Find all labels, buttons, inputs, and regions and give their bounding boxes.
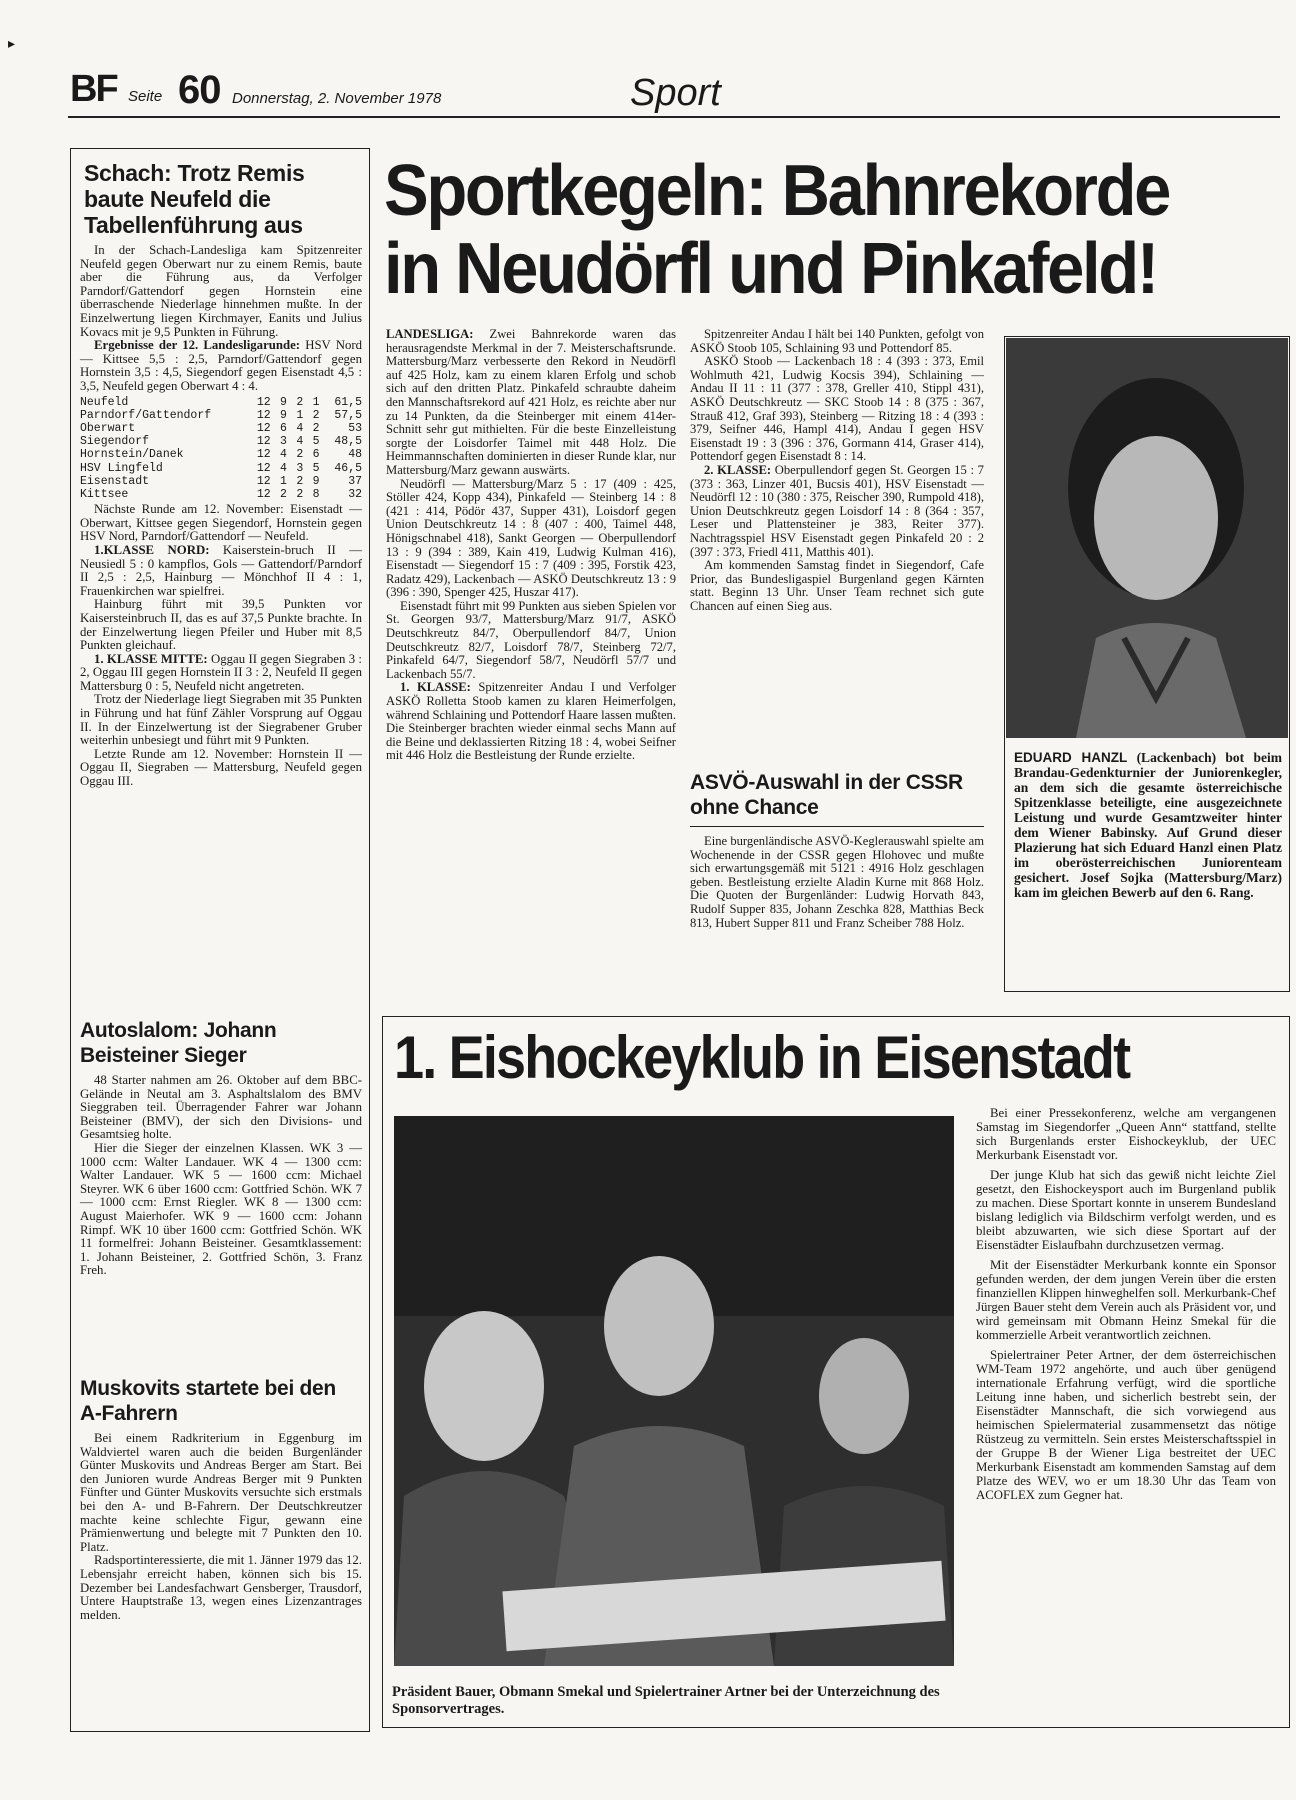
masthead (70, 68, 1280, 114)
team-name-cell: Neufeld (80, 395, 129, 409)
stat-cell: 2 (312, 421, 320, 435)
cycling-headline: Muskovits startete bei den A-Fahrern (80, 1377, 336, 1425)
stat-cell: 6 (312, 448, 320, 462)
table-row (80, 462, 362, 475)
kegeln-column-2 (690, 328, 984, 613)
margin-mark-icon: ▸ (8, 37, 16, 52)
kegeln-paragraph (386, 328, 676, 478)
cycling-article (80, 1376, 362, 1622)
stat-cell: 4 (280, 448, 287, 462)
masthead-rule (68, 116, 1280, 118)
stat-cell: 2 (296, 474, 304, 488)
kegeln-headline (384, 152, 1280, 308)
slalom-headline: Autoslalom: Johann Beisteiner Sieger (80, 1019, 277, 1067)
stat-cell: 32 (348, 487, 362, 501)
masthead-logo: BF (70, 68, 117, 110)
table-row (80, 409, 362, 422)
portrait-caption-text: (Lackenbach) bot beim Brandau-Gedenkturnier der Juniorenkegler, an dem sich die gesamte österreichische Spitzenklasse beteiligte, eine ausgezeichnete Leistung und wurde Gesamtzweiter hinter dem Wiener Babinsky. Auf Grund dieser Plazierung hat sich Eduard Hanzl einen Platz im oberösterreichischen Juniorenteam gesichert. Josef Sojka (Mattersburg/Marz) kam im gleichen Bewerb auf den 6. Rang. (1014, 750, 1282, 900)
stat-cell: 12 (256, 421, 271, 435)
kegeln-column-1 (386, 328, 676, 763)
portrait-caption-name: EDUARD HANZL (1014, 750, 1128, 765)
team-name-cell: Kittsee (80, 487, 129, 501)
cycling-paragraph: Radsportinteressierte, die mit 1. Jänner 1979 das 12. Lebensjahr erreicht haben, können sich bis 15. Dezember bei Landesfachwart Gensberger, Trausdorf, Untere Hauptstraße 13, wegen eines Lizenzantrages melden. (80, 1553, 362, 1622)
stat-cell: 12 (256, 435, 271, 449)
asvo-paragraph: Eine burgenländische ASVÖ-Keglerauswahl spielte am Wochenende in der CSSR gegen Hlohovec und mußte sich erwartungsgemäß mit 5121 : 4916 Holz geschlagen geben. Bestleistung erzielte Aladin Kurne mit 868 Holz. Die Quoten der Burgenländer: Ludwig Horvath 843, Rudolf Supper 835, Johann Zeschka 828, Matthias Beck 813, Hubert Supper 811 und Franz Scheiber 788 Holz. (690, 834, 984, 930)
stat-cell: 4 (280, 461, 287, 475)
stat-cell: 57,5 (334, 408, 362, 422)
eishockey-paragraph: Bei einer Pressekonferenz, welche am vergangenen Samstag im Siegendorfer „Queen Ann“ stattfand, stellte sich Burgenlands erster Eishockeyklub, der UEC Merkurbank Eisenstadt vor. (976, 1106, 1276, 1162)
chess-paragraph: Hainburg führt mit 39,5 Punkten vor Kaisersteinbruch II, das es auf 37,5 Punkte brachte. In der Einzelwertung liegen Pfeiler und Huber mit 8,5 Punkten gleichauf. (80, 597, 362, 653)
stat-cell: 2 (296, 448, 304, 462)
team-name-cell: Eisenstadt (80, 474, 150, 488)
kegeln-section-text: Oberpullendorf gegen St. Georgen 15 : 7 (373 : 363, Linzer 401, Bucsis 401), HSV Eisenstadt — Neudörfl 12 : 10 (380 : 375, Reischer 390, Rumpold 418), Union Deutschkreutz gegen Loisdorf 14 : 8 (364 : 357, Leser und Plattensteiner je 383, Reiter 377). Nachtragsspiel HSV Eisenstadt gegen Pinkafeld 20 : 2 (397 : 373, Friedl 411, Matthis 401). (690, 462, 984, 559)
chess-standings-table (80, 396, 362, 502)
kegeln-paragraph: ASKÖ Stoob — Lackenbach 18 : 4 (393 : 373, Emil Wohlmuth 421, Ludwig Kocsis 394), Schlaining — Andau II 11 : 11 (377 : 378, Greller 410, Stippl 431), ASKÖ Deutschkreutz — SKC Stoob 14 : 8 (375 : 367, Strauß 412, Graf 393), Steinberg — Ritzing 18 : 4 (393 : 379, Seifner 446, Hampl 414), Andau I gegen HSV Eisenstadt 19 : 3 (396 : 376, Gormann 414, Graser 414), Pottendorf gegen Eisenstadt 8 : 14. (690, 354, 984, 464)
chess-paragraph: Nächste Runde am 12. November: Eisenstadt — Oberwart, Kittsee gegen Siegendorf, Hornstein gegen HSV Nord, Parndorf/Gattendorf — Neufeld. (80, 502, 362, 544)
team-name-cell: Oberwart (80, 421, 136, 435)
stat-cell: 2 (296, 487, 304, 501)
team-name-cell: Parndorf/Gattendorf (80, 408, 212, 422)
stat-cell: 48 (348, 448, 362, 462)
table-row (80, 475, 362, 488)
chess-section-text: Oggau II gegen Siegraben 3 : 2, Oggau III gegen Hornstein II 3 : 2, Neufeld II gegen Mattersburg 0 : 5, Neufeld nicht angetreten. (80, 651, 362, 693)
stat-cell: 61,5 (334, 395, 362, 409)
kegeln-section-label: LANDESLIGA: (386, 327, 474, 341)
stat-cell: 12 (256, 461, 271, 475)
eishockey-paragraph: Mit der Eisenstädter Merkurbank konnte ein Sponsor gefunden werden, der dem jungen Verein über die ersten finanziellen Klippen hinweghelfen soll. Merkurbank-Chef Jürgen Bauer steht dem Verein auch als Präsident vor, und wird gemeinsam mit Obmann Heinz Smekal für die kommerzielle Arbeit verantwortlich zeichnen. (976, 1258, 1276, 1342)
chess-section-text: Kaiserstein-bruch II — Neusiedl 5 : 0 kampflos, Gols — Gattendorf/Parndorf II 2,5 : 2,5, Hainburg — Mönchhof II 4 : 1, Frauenkirchen war spielfrei. (80, 542, 362, 598)
group-photo-icon (394, 1116, 954, 1666)
stat-cell: 6 (280, 421, 287, 435)
table-row (80, 448, 362, 461)
slalom-article (80, 1018, 362, 1278)
team-name-cell: Siegendorf (80, 435, 150, 449)
stat-cell: 5 (312, 435, 320, 449)
kegeln-paragraph: Am kommenden Samstag findet in Siegendorf, Cafe Prior, das Bundesligaspiel Burgenland gegen Kärnten statt. Beginn 13 Uhr. Unser Team rechnet sich gute Chancen auf einen Sieg aus. (690, 558, 984, 613)
chess-results-label: Ergebnisse der 12. Landesligarunde: (94, 338, 301, 353)
table-row (80, 488, 362, 501)
stat-cell: 3 (296, 461, 304, 475)
slalom-paragraph: 48 Starter nahmen am 26. Oktober auf dem BBC-Gelände in Neutal am 3. Asphaltslalom des BMV Sieggraben teil. Überragender Fahrer war Johann Beisteiner (BMV), der sich den Divisions- und Gesamtsieg holte. (80, 1073, 362, 1142)
portrait-figure-icon (1006, 338, 1288, 738)
stat-cell: 2 (280, 487, 287, 501)
kegeln-paragraph: Neudörfl — Mattersburg/Marz 5 : 17 (409 : 425, Stöller 424, Kopp 434), Pinkafeld — Steinberg 14 : 8 (421 : 414, Pödör 437, Supper 431), Loisdorf gegen Union Deutschkreutz 14 : 8 (407 : 400, Taimel 448, Hönigschnabel 418), Sankt Georgen — Oberpullendorf 13 : 9 (394 : 389, Kain 419, Ludwig Kulman 416), Eisenstadt — Siegendorf 15 : 7 (409 : 395, Forstik 423, Radatz 429), Lackenbach — ASKÖ Deutschkreutz 13 : 9 (396 : 390, Spenger 425, Huszar 417). (386, 476, 676, 600)
chess-paragraph: Letzte Runde am 12. November: Hornstein II — Oggau II, Siegraben — Mattersburg, Neufeld gegen Oggau III. (80, 746, 362, 789)
portrait-photo (1006, 338, 1288, 738)
stat-cell: 9 (312, 474, 320, 488)
stat-cell: 1 (312, 395, 320, 409)
team-name-cell: Hornstein/Danek (80, 448, 184, 462)
stat-cell: 1 (296, 408, 304, 422)
kegeln-headline-line2: in Neudörfl und Pinkafeld! (384, 229, 1157, 309)
eishockey-paragraph: Der junge Klub hat sich das gewiß nicht leichte Ziel gesetzt, den Eishockeysport auch im Burgenland publik zu machen. Diese Sportart konnte in unserem Bundesland bislang lediglich via Bildschirm verfolgt werden, und es bleibt abzuwarten, wie sich diese Sportart auf der Eisenstädter Eislaufbahn durchzusetzen vermag. (976, 1168, 1276, 1252)
table-row (80, 435, 362, 448)
asvo-headline: ASVÖ-Auswahl in der CSSR ohne Chance (690, 770, 984, 827)
stat-cell: 5 (312, 461, 320, 475)
chess-article (80, 160, 362, 789)
stat-cell: 9 (280, 408, 287, 422)
stat-cell: 12 (256, 448, 271, 462)
page-number: 60 (178, 68, 221, 112)
issue-date: Donnerstag, 2. November 1978 (232, 90, 442, 107)
kegeln-headline-line1: Sportkegeln: Bahnrekorde (384, 151, 1170, 231)
kegeln-section-text: Zwei Bahnrekorde waren das herausragendste Merkmal in der 7. Meisterschaftsrunde. Mattersburg/Marz verbesserte den Rekord in Neudörfl auf 425 Holz, kam zu einem klaren Erfolg und schob sich auf den dritten Platz. Pinkafeld schraubte daheim den Mannschaftsrekord auf 421 Holz, es reichte aber nur zu 14 Punkten, da die Steinberger mit einem 414er-Schnitt sehr gut mithielten. Für die beste Einzelleistung sorgte der Loisdorfer Taimel mit 448 Holz. Die Heimmannschaften dominierten in dieser Runde klar, nur Mattersburg/Marz gewann auswärts. (386, 327, 676, 477)
masthead-seite-label: Seite (128, 88, 163, 105)
chess-paragraph (80, 653, 362, 694)
eishockey-body (976, 1106, 1276, 1502)
cycling-paragraph: Bei einem Radkriterium in Eggenburg im Waldviertel waren auch die beiden Burgenländer Günter Muskovits und Andreas Berger am Start. Bei den Junioren wurde Andreas Berger mit 9 Punkten Fünfter und Günter Muskovits versuchte sich erstmals bei den A- und B-Fahrern. Der Deutschkreutzer machte keine schlechte Figur, gewann eine Prämienwertung und belegte mit 7 Punkten den 10. Platz. (80, 1431, 362, 1554)
kegeln-section-label: 2. KLASSE: (704, 462, 772, 477)
chess-paragraph (80, 544, 362, 598)
stat-cell: 12 (256, 395, 271, 409)
chess-headline: Schach: Trotz Remis baute Neufeld die Tabellenführung aus (84, 160, 305, 238)
kegeln-section-text: Spitzenreiter Andau I und Verfolger ASKÖ Rolletta Stoob kamen zu klaren Heimerfolgen, während Schlaining und Pottendorf Haare lassen mußten. Die Steinberger brachten wieder einmal sechs Mann auf die Beine und deklassierten Ritzing 18 : 4, wobei Seifner mit 446 Holz die Bestleistung der Runde erzielte. (386, 680, 676, 763)
chess-section-label: 1. KLASSE MITTE: (94, 651, 208, 666)
chess-paragraph: Trotz der Niederlage liegt Siegraben mit 35 Punkten in Führung und hat fünf Zähler Vorsprung auf Oggau II. In der Einzelwertung ist der Siegrabener Gruber weiterhin unbesiegt und führt mit 9 Punkten. (80, 692, 362, 748)
stat-cell: 9 (280, 395, 287, 409)
chess-section-label: 1.KLASSE NORD: (94, 542, 210, 557)
kegeln-paragraph: Eisenstadt führt mit 99 Punkten aus sieben Spielen vor St. Georgen 93/7, Mattersburg/Marz 91/7, ASKÖ Deutschkreutz 84/7, Oberpullendorf 84/7, Union Deutschkreutz 82/7, Loisdorf 78/7, Steinberg 72/7, Pinkafeld 64/7, Siegendorf 58/7, Neudörfl 57/7 und Lackenbach 55/7. (386, 598, 676, 681)
kegeln-section-label: 1. KLASSE: (400, 680, 471, 695)
eishockey-photo-caption: Präsident Bauer, Obmann Smekal und Spielertrainer Artner bei der Unterzeichnung des Sponsorvertrages. (392, 1684, 940, 1717)
kegeln-paragraph: Spitzenreiter Andau I hält bei 140 Punkten, gefolgt von ASKÖ Stoob 105, Schlaining 93 und Pottendorf 85. (690, 327, 984, 355)
stat-cell: 1 (280, 474, 287, 488)
portrait-caption (1014, 750, 1282, 900)
stat-cell: 4 (296, 435, 304, 449)
eishockey-paragraph: Spielertrainer Peter Artner, der dem österreichischen WM-Team 1972 angehörte, und auch über genügend internationale Erfahrung verfügt, wird die sportliche Leitung inne haben, und sicherlich bestrebt sein, der Eisenstädter Mannschaft, die sich vorwiegend aus heimischen Spielermaterial zusammensetzt das nötige Rüstzeug zu vermitteln. Sein erstes Meisterschaftsspiel in der Gruppe B der Wiener Liga bestreitet der UEC Merkurbank Eisenstadt am kommenden Samstag auf dem Platze des WEV, wo er um 18.30 Uhr das Team von ACOFLEX zum Gegner hat. (976, 1348, 1276, 1502)
stat-cell: 53 (348, 421, 362, 435)
section-title: Sport (630, 72, 721, 114)
eishockey-photo (394, 1116, 954, 1666)
stat-cell: 3 (280, 435, 287, 449)
stat-cell: 2 (312, 408, 320, 422)
stat-cell: 37 (348, 474, 362, 488)
stat-cell: 8 (312, 487, 320, 501)
stat-cell: 48,5 (334, 435, 362, 449)
eishockey-headline: 1. Eishockeyklub in Eisenstadt (394, 1024, 1130, 1091)
slalom-paragraph: Hier die Sieger der einzelnen Klassen. WK 3 — 1000 ccm: Walter Landauer. WK 4 — 1300 ccm: Walter Landauer. WK 5 — 1600 ccm: Michael Steyrer. WK 6 über 1600 ccm: Gottfried Schön. WK 7 — 1000 ccm: Ernst Riegler. WK 8 — 1300 ccm: August Maierhofer. WK 9 — 1600 ccm: Johann Rimpf. WK 10 über 1600 ccm: Gottfried Schön. WK 11 formelfrei: Johann Beisteiner. Gesamtklassement: 1. Johann Beisteiner, 2. Gottfried Schön, 3. Franz Freh. (80, 1140, 362, 1278)
stat-cell: 12 (256, 487, 271, 501)
kegeln-paragraph (690, 464, 984, 559)
stat-cell: 46,5 (334, 461, 362, 475)
stat-cell: 4 (296, 421, 304, 435)
stat-cell: 12 (256, 408, 271, 422)
table-row (80, 396, 362, 409)
stat-cell: 2 (296, 395, 304, 409)
table-row (80, 422, 362, 435)
asvo-article (690, 770, 984, 930)
team-name-cell: HSV Lingfeld (80, 461, 163, 475)
stat-cell: 12 (256, 474, 271, 488)
chess-paragraph (80, 339, 362, 393)
chess-results-text: HSV Nord — Kittsee 5,5 : 2,5, Parndorf/Gattendorf gegen Hornstein 3,5 : 4,5, Siegendorf gegen Eisenstadt 4,5 : 3,5, Neufeld gegen Oberwart 4 : 4. (80, 338, 362, 393)
kegeln-paragraph (386, 681, 676, 763)
chess-paragraph: In der Schach-Landesliga kam Spitzenreiter Neufeld gegen Oberwart nur zu einem Remis, baute aber die Führung aus, da Verfolger Parndorf/Gattendorf gegen Hornstein eine überraschende Niederlage hinnehmen mußte. In der Einzelwertung liegen Kirchmayer, Eanits und Julius Kovacs mit je 9,5 Punkten in Führung. (80, 243, 362, 339)
